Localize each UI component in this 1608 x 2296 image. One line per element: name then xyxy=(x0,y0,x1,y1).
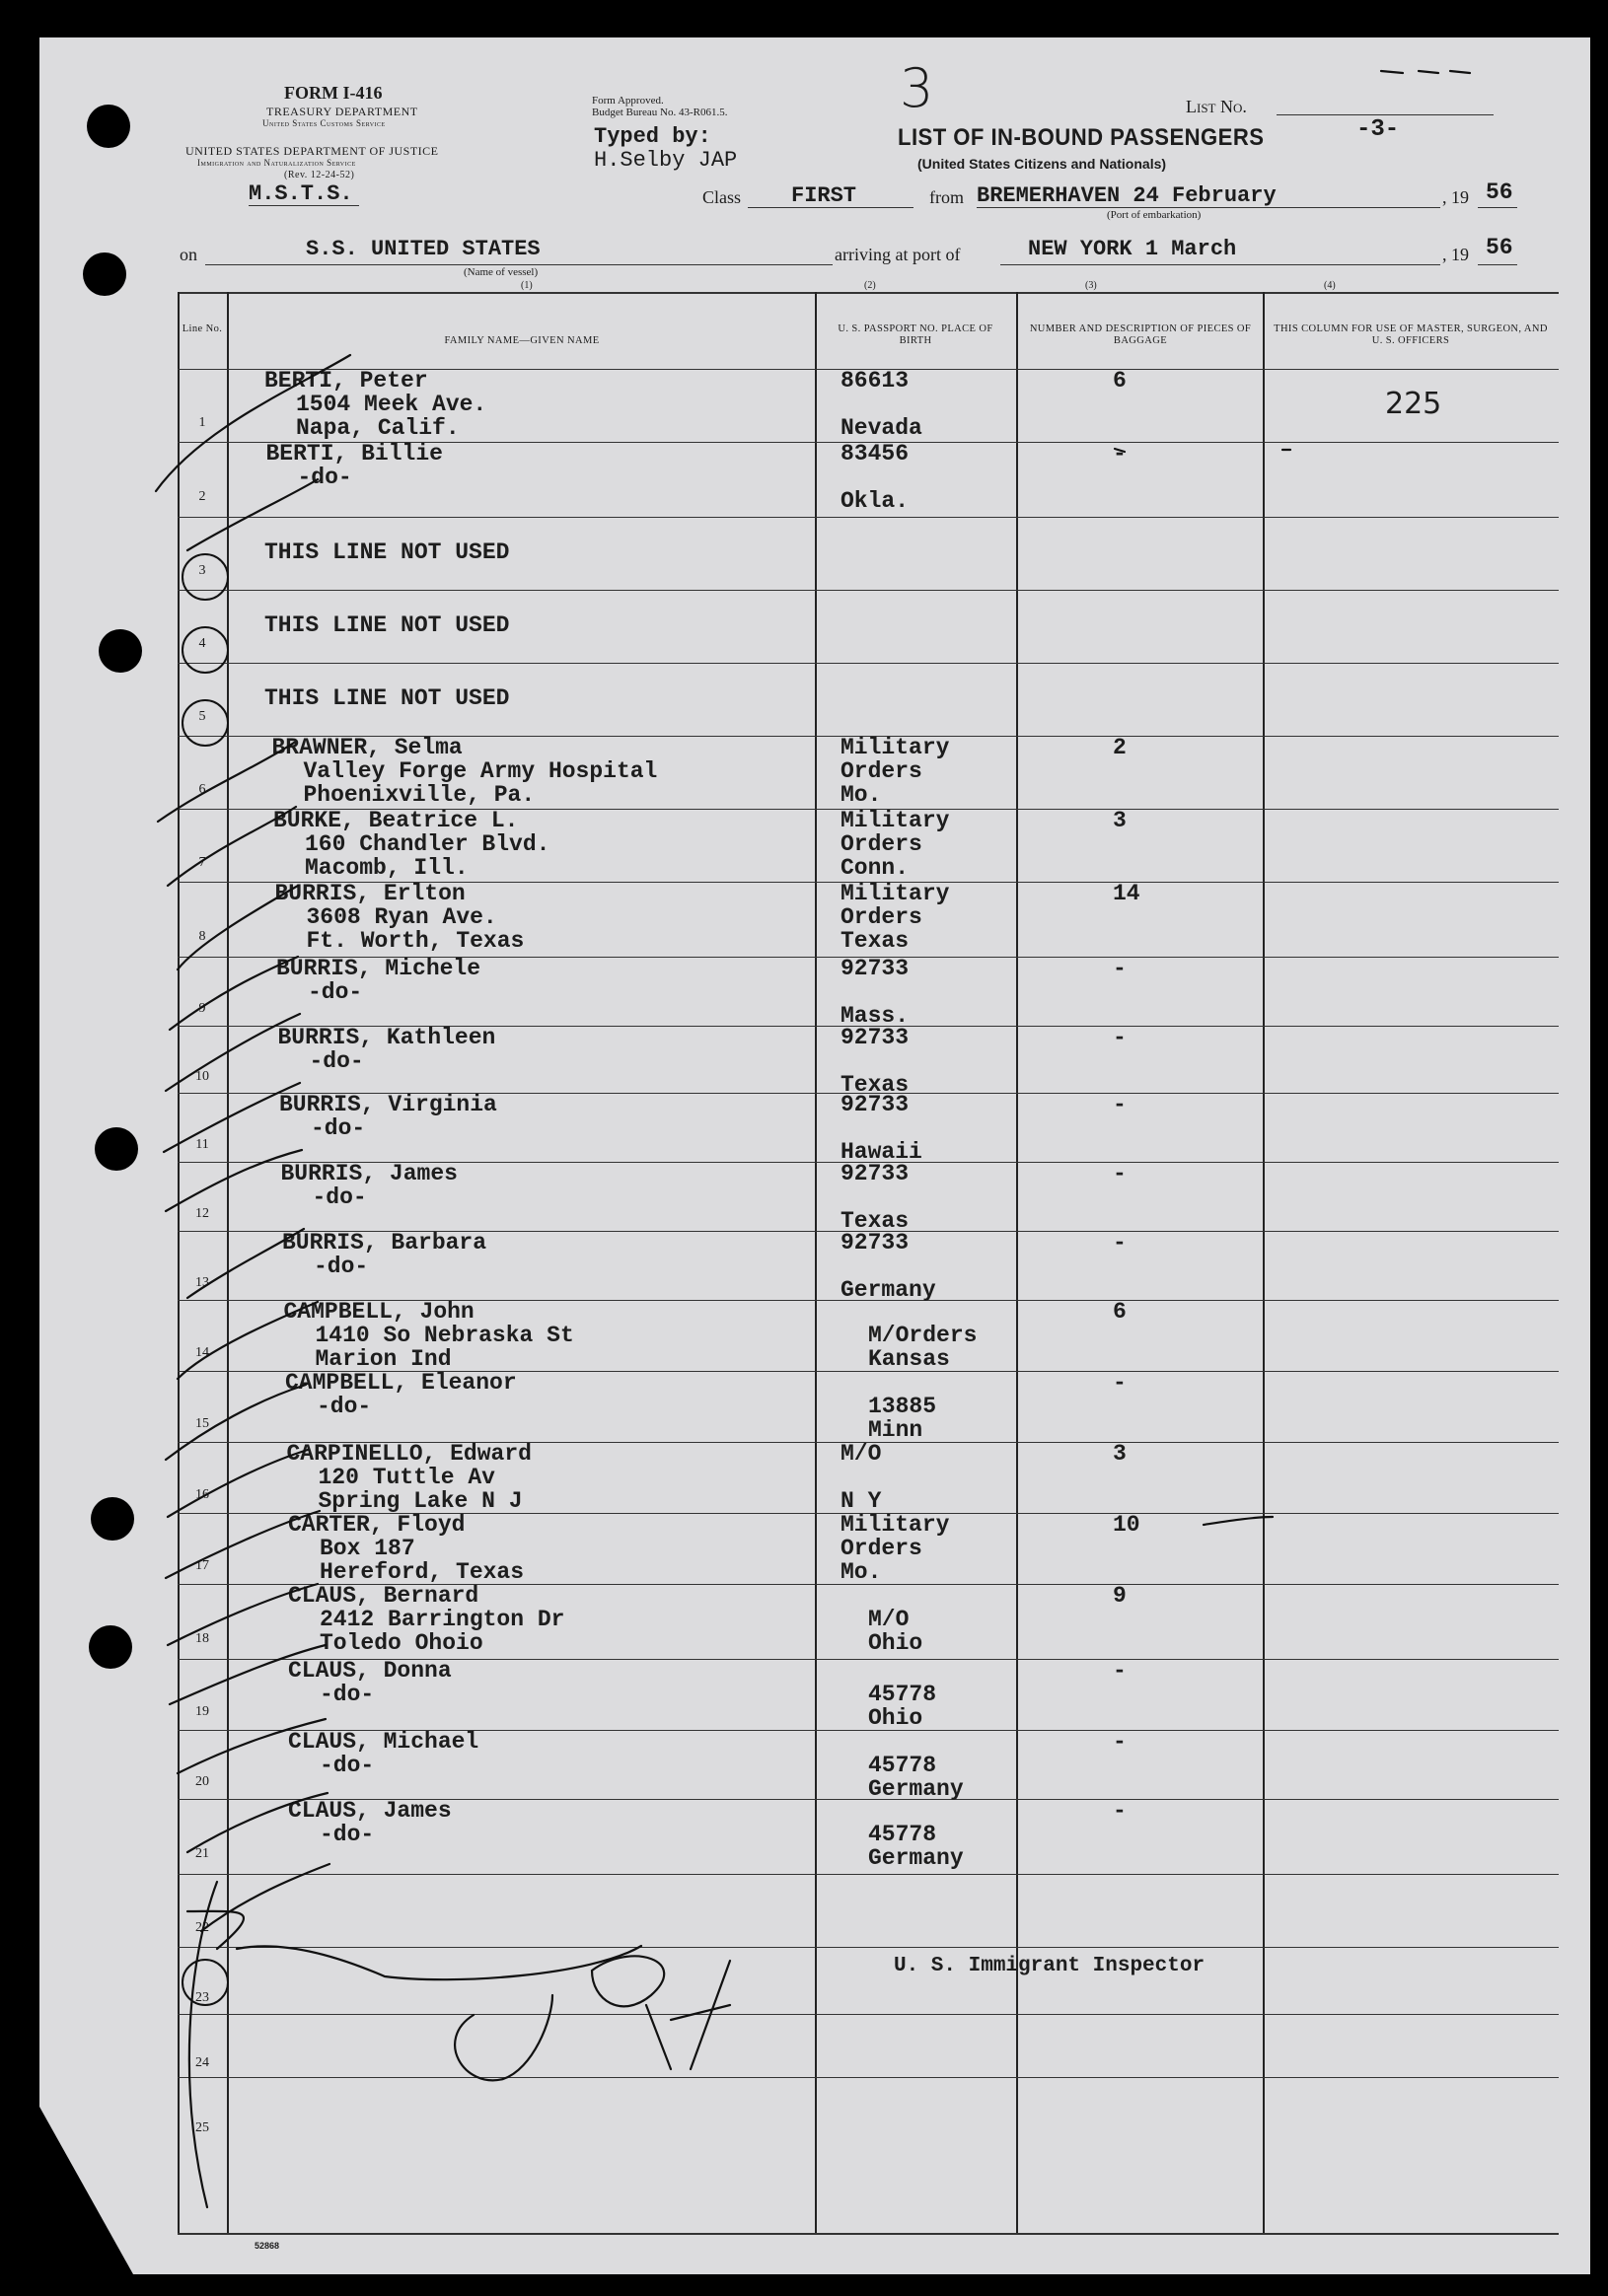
column-header-passport: U. S. PASSPORT NO. PLACE OF BIRTH xyxy=(838,323,993,346)
port-embark-caption: (Port of embarkation) xyxy=(1107,209,1202,221)
address-line-1: 120 Tuttle Av xyxy=(318,1465,495,1490)
footer-code: 52868 xyxy=(255,2241,280,2251)
manifest-title: LIST OF IN-BOUND PASSENGERS xyxy=(898,124,1265,151)
line-number: 13 xyxy=(195,1275,209,1290)
place-of-birth: Conn. xyxy=(841,855,910,881)
unused-line-text: THIS LINE NOT USED xyxy=(264,539,510,565)
on-label: on xyxy=(180,245,197,264)
column-number-3: (3) xyxy=(1085,280,1097,291)
msts-mark: M.S.T.S. xyxy=(249,181,353,206)
line-number: 5 xyxy=(198,709,206,724)
passport-line-2: 45778 xyxy=(868,1822,937,1847)
treasury-department: TREASURY DEPARTMENT xyxy=(266,105,418,118)
baggage-count: 6 xyxy=(1113,1299,1127,1325)
line-number: 8 xyxy=(198,929,206,944)
place-of-birth: Mo. xyxy=(841,1559,882,1585)
from-label: from xyxy=(929,187,964,207)
year-2: 56 xyxy=(1486,235,1513,260)
address-line-1: -do- xyxy=(311,1115,366,1141)
place-of-birth: Mo. xyxy=(841,782,882,808)
baggage-count: 3 xyxy=(1113,1441,1127,1467)
manifest-page xyxy=(39,37,1590,2274)
line-number: 22 xyxy=(195,1920,209,1935)
passenger-name: CLAUS, James xyxy=(288,1798,452,1824)
vessel-name: S.S. UNITED STATES xyxy=(306,237,541,261)
place-of-birth: Kansas xyxy=(868,1346,950,1372)
baggage-count: - xyxy=(1113,956,1127,981)
address-line-2: Ft. Worth, Texas xyxy=(306,928,525,954)
passport-line-1: 92733 xyxy=(841,1025,910,1050)
line-number: 17 xyxy=(195,1558,209,1573)
revision-date: (Rev. 12-24-52) xyxy=(284,170,355,180)
passport-line-2: Orders xyxy=(841,1536,922,1561)
list-no-label: List No. xyxy=(1186,97,1247,116)
place-of-birth: Minn xyxy=(868,1417,923,1443)
unused-line-text: THIS LINE NOT USED xyxy=(264,612,510,638)
baggage-count: - xyxy=(1113,1370,1127,1396)
place-of-birth: Germany xyxy=(868,1845,964,1871)
passport-line-1: Military xyxy=(841,808,950,833)
address-line-1: 3608 Ryan Ave. xyxy=(306,904,497,930)
baggage-count: 10 xyxy=(1113,1512,1140,1538)
budget-bureau: Budget Bureau No. 43-R061.5. xyxy=(592,107,728,118)
passport-line-1: 92733 xyxy=(841,1161,910,1186)
address-line-1: -do- xyxy=(297,465,352,490)
sheet-mark: 3 xyxy=(900,57,934,119)
class-value: FIRST xyxy=(791,183,857,208)
passenger-name: BURRIS, Kathleen xyxy=(277,1025,496,1050)
baggage-count: - xyxy=(1113,1161,1127,1186)
passenger-name: CLAUS, Donna xyxy=(288,1658,452,1684)
passenger-name: BERTI, Billie xyxy=(265,441,443,466)
place-of-birth: Okla. xyxy=(841,488,910,514)
place-of-birth: Germany xyxy=(841,1277,936,1303)
column-number-2: (2) xyxy=(864,280,876,291)
place-of-birth: Nevada xyxy=(841,415,922,441)
address-line-1: 160 Chandler Blvd. xyxy=(305,831,550,857)
passport-line-1: Military xyxy=(841,735,950,760)
address-line-2: Spring Lake N J xyxy=(318,1488,523,1514)
passport-line-2: Orders xyxy=(841,904,922,930)
line-number: 7 xyxy=(198,855,206,870)
line-number: 21 xyxy=(195,1846,209,1861)
passenger-name: BRAWNER, Selma xyxy=(271,735,463,760)
address-line-1: -do- xyxy=(312,1184,367,1210)
place-of-birth: Hawaii xyxy=(841,1139,922,1165)
passenger-name: BURRIS, Michele xyxy=(276,956,481,981)
place-of-birth: Mass. xyxy=(841,1003,910,1029)
typed-by-label: Typed by: xyxy=(594,124,711,149)
place-of-birth: Ohio xyxy=(868,1630,923,1656)
passenger-name: BERTI, Peter xyxy=(264,368,428,394)
arrival-port: NEW YORK 1 March xyxy=(1028,237,1237,261)
address-line-1: -do- xyxy=(320,1822,375,1847)
baggage-count: - xyxy=(1113,1798,1127,1824)
baggage-count: - xyxy=(1113,1092,1127,1117)
passport-line-1: 92733 xyxy=(841,1092,910,1117)
baggage-count: 3 xyxy=(1113,808,1127,833)
class-label: Class xyxy=(702,187,742,207)
address-line-2: Marion Ind xyxy=(315,1346,452,1372)
passport-line-1: M/O xyxy=(841,1441,882,1467)
place-of-birth: Texas xyxy=(841,928,910,954)
passenger-name: CAMPBELL, John xyxy=(283,1299,475,1325)
line-number: 1 xyxy=(198,415,206,430)
place-of-birth: N Y xyxy=(841,1488,882,1514)
baggage-count: - xyxy=(1113,1230,1127,1256)
address-line-1: 1410 So Nebraska St xyxy=(315,1323,574,1348)
address-line-1: 1504 Meek Ave. xyxy=(296,392,487,417)
address-line-1: 2412 Barrington Dr xyxy=(320,1607,565,1632)
manifest-subtitle: (United States Citizens and Nationals) xyxy=(917,156,1167,172)
place-of-birth: Germany xyxy=(868,1776,964,1802)
line-number: 3 xyxy=(198,563,206,578)
baggage-count: 2 xyxy=(1113,735,1127,760)
baggage-count: 9 xyxy=(1113,1583,1127,1609)
line-number: 2 xyxy=(198,489,206,504)
line-number: 25 xyxy=(195,2120,209,2135)
officer-notation: 225 xyxy=(1385,387,1442,421)
line-number: 24 xyxy=(195,2055,209,2070)
passenger-name: BURRIS, James xyxy=(280,1161,458,1186)
address-line-1: -do- xyxy=(309,1048,364,1074)
form-approved: Form Approved. xyxy=(592,95,664,107)
passport-line-2: M/O xyxy=(868,1607,910,1632)
year-prefix-1: , 19 xyxy=(1442,187,1469,207)
address-line-2: Toledo Ohoio xyxy=(320,1630,483,1656)
customs-service: United States Customs Service xyxy=(262,118,386,128)
unused-line-text: THIS LINE NOT USED xyxy=(264,685,510,711)
year-prefix-2: , 19 xyxy=(1442,245,1469,264)
address-line-2: Phoenixville, Pa. xyxy=(303,782,536,808)
line-number: 4 xyxy=(198,636,206,651)
column-header-line: Line No. xyxy=(182,323,223,334)
line-number: 6 xyxy=(198,782,206,797)
passenger-name: CLAUS, Michael xyxy=(288,1729,479,1755)
passenger-name: CLAUS, Bernard xyxy=(288,1583,479,1609)
column-number-4: (4) xyxy=(1324,280,1336,291)
address-line-1: Box 187 xyxy=(320,1536,415,1561)
line-number: 18 xyxy=(195,1631,209,1646)
column-header-baggage: NUMBER AND DESCRIPTION OF PIECES OF BAGGAGE xyxy=(1029,323,1252,346)
line-number: 9 xyxy=(198,1001,206,1016)
line-number: 14 xyxy=(195,1345,209,1360)
address-line-2: Hereford, Texas xyxy=(320,1559,525,1585)
line-number: 10 xyxy=(195,1069,209,1084)
passport-line-2: 13885 xyxy=(868,1394,937,1419)
passenger-name: BURRIS, Erlton xyxy=(274,881,466,906)
address-line-1: -do- xyxy=(320,1682,375,1707)
passenger-name: BURRIS, Virginia xyxy=(279,1092,497,1117)
passport-line-1: Military xyxy=(841,1512,950,1538)
year-1: 56 xyxy=(1486,179,1513,205)
arriving-label: arriving at port of xyxy=(835,245,961,264)
passport-line-1: 92733 xyxy=(841,956,910,981)
ins-service: Immigration and Naturalization Service xyxy=(197,158,356,168)
port-of-embarkation: BREMERHAVEN 24 February xyxy=(977,183,1277,208)
passport-line-2: 45778 xyxy=(868,1753,937,1778)
line-number: 20 xyxy=(195,1774,209,1789)
passport-line-2: Orders xyxy=(841,758,922,784)
passenger-name: CAMPBELL, Eleanor xyxy=(285,1370,517,1396)
baggage-count: 6 xyxy=(1113,368,1127,394)
column-header-name: FAMILY NAME—GIVEN NAME xyxy=(444,335,600,346)
baggage-count: - xyxy=(1113,1729,1127,1755)
column-header-officers: THIS COLUMN FOR USE OF MASTER, SURGEON, AND U. S. OFFICERS xyxy=(1274,323,1548,346)
column-number-1: (1) xyxy=(521,280,533,291)
inspector-signature-line: U. S. Immigrant Inspector xyxy=(894,1955,1206,1977)
address-line-2: Macomb, Ill. xyxy=(305,855,469,881)
typed-by: H.Selby JAP xyxy=(594,148,738,173)
address-line-1: Valley Forge Army Hospital xyxy=(303,758,658,784)
list-number: -3- xyxy=(1356,116,1400,143)
address-line-1: -do- xyxy=(314,1254,369,1279)
vessel-caption: (Name of vessel) xyxy=(464,266,539,278)
line-number: 19 xyxy=(195,1704,209,1719)
passenger-name: BURKE, Beatrice L. xyxy=(273,808,519,833)
form-number: FORM I-416 xyxy=(284,83,383,103)
address-line-1: -do- xyxy=(320,1753,375,1778)
passport-line-1: 92733 xyxy=(841,1230,910,1256)
passport-line-1: 86613 xyxy=(841,368,910,394)
baggage-count: - xyxy=(1113,1025,1127,1050)
passport-line-2: 45778 xyxy=(868,1682,937,1707)
line-number: 12 xyxy=(195,1206,209,1221)
passenger-name: CARPINELLO, Edward xyxy=(286,1441,532,1467)
place-of-birth: Texas xyxy=(841,1072,910,1098)
line-number: 16 xyxy=(195,1487,209,1502)
passport-line-1: Military xyxy=(841,881,950,906)
baggage-count: - xyxy=(1113,1658,1127,1684)
line-number: 11 xyxy=(195,1137,209,1152)
line-number: 15 xyxy=(195,1416,209,1431)
address-line-1: -do- xyxy=(317,1394,372,1419)
justice-department: UNITED STATES DEPARTMENT OF JUSTICE xyxy=(185,144,439,158)
passenger-name: BURRIS, Barbara xyxy=(282,1230,487,1256)
passport-line-2: Orders xyxy=(841,831,922,857)
baggage-count: - xyxy=(1113,441,1127,466)
place-of-birth: Ohio xyxy=(868,1705,923,1731)
baggage-count: 14 xyxy=(1113,881,1140,906)
passport-line-2: M/Orders xyxy=(868,1323,978,1348)
passenger-name: CARTER, Floyd xyxy=(288,1512,466,1538)
address-line-1: -do- xyxy=(308,979,363,1005)
address-line-2: Napa, Calif. xyxy=(296,415,460,441)
handwritten-marks xyxy=(39,37,1590,2274)
place-of-birth: Texas xyxy=(841,1208,910,1234)
line-number: 23 xyxy=(195,1990,209,2005)
passport-line-1: 83456 xyxy=(841,441,910,466)
